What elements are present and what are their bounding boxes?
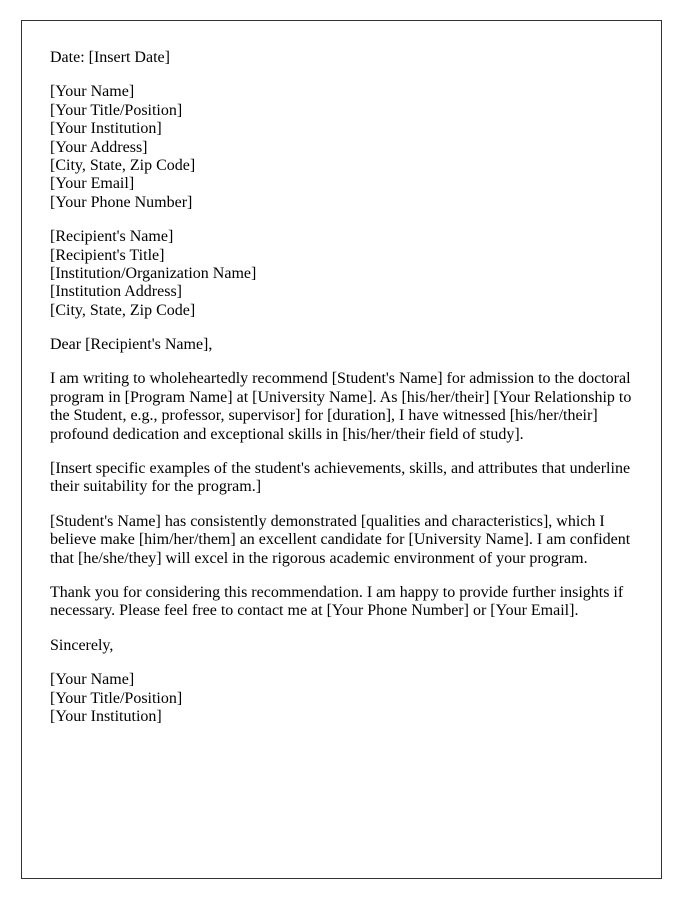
salutation: Dear [Recipient's Name], xyxy=(50,336,213,354)
sender-institution: [Your Institution] xyxy=(50,120,162,138)
recipient-institution: [Institution/Organization Name] xyxy=(50,264,257,282)
date-line: Date: [Insert Date] xyxy=(50,49,170,66)
sender-address: [Your Address] xyxy=(50,138,148,156)
closing: Sincerely, xyxy=(50,636,114,654)
recipient-city-state-zip: [City, State, Zip Code] xyxy=(50,301,196,319)
sender-title: [Your Title/Position] xyxy=(50,101,183,119)
recipient-address: [Institution Address] xyxy=(50,283,182,301)
sender-name: [Your Name] xyxy=(50,83,135,101)
body-paragraph-qualities: [Student's Name] has consistently demonstrated [qualities and characteristics], which I believe make [him/her/them] an excellent candidate for [University Name]. I am confident that [he/she/they] will excel in the rigorous academic environment of your program. xyxy=(50,512,631,567)
signature-institution: [Your Institution] xyxy=(50,707,162,725)
body-paragraph-recommendation: I am writing to wholeheartedly recommend [Student's Name] for admission to the doctoral program in [Program Name] at [University Name]. As [his/her/their] [Your Relationship to the Student, e.g., professor, supervisor] for [duration], I have witnessed [his/her/their] profound dedication and exceptional skills in [his/her/their field of study]. xyxy=(50,370,632,443)
recipient-name: [Recipient's Name] xyxy=(50,228,174,246)
sender-phone: [Your Phone Number] xyxy=(50,193,193,211)
signature-title: [Your Title/Position] xyxy=(50,689,183,707)
sender-email: [Your Email] xyxy=(50,175,135,193)
recipient-address-block xyxy=(50,228,633,320)
body-paragraph-examples: [Insert specific examples of the student's achievements, skills, and attributes that underline their suitability for the program.] xyxy=(50,460,631,496)
signature-name: [Your Name] xyxy=(50,671,135,689)
sender-address-block xyxy=(50,83,633,212)
recipient-title: [Recipient's Title] xyxy=(50,246,165,264)
sender-city-state-zip: [City, State, Zip Code] xyxy=(50,156,196,174)
signature-block xyxy=(50,671,633,726)
body-paragraph-thanks: Thank you for considering this recommendation. I am happy to provide further insights if necessary. Please feel free to contact me at [Your Phone Number] or [Your Email]. xyxy=(50,583,624,620)
letter-page xyxy=(21,20,662,879)
